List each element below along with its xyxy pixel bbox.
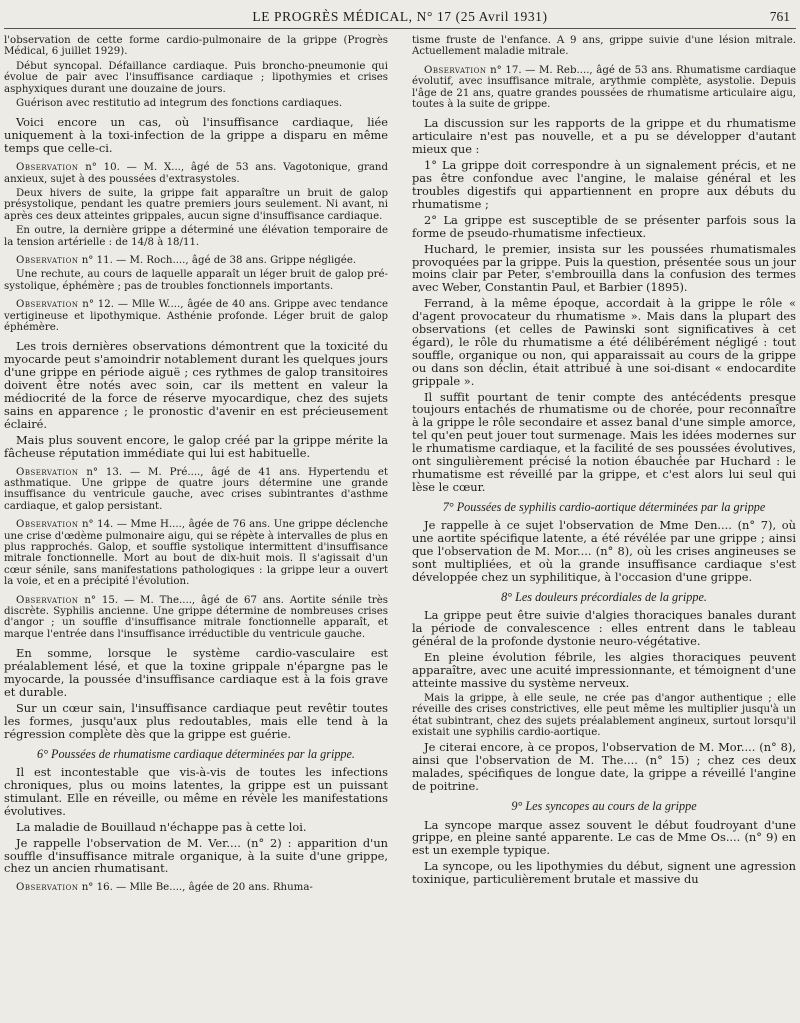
right-column: [412, 35, 796, 897]
observation-label: Observation: [16, 594, 79, 606]
observation-10: [4, 162, 388, 185]
section-heading-9: 9° Les syncopes au cours de la grippe: [511, 799, 697, 814]
paragraph: En outre, la dernière grippe a déterminé une élévation temporaire de la tension artérielle : de 14/8 à 18/11.: [4, 225, 388, 248]
observation-label: Observation: [16, 519, 79, 531]
section-heading-7: 7° Poussées de syphilis cardio-aortique déterminées par la grippe: [442, 499, 766, 514]
left-column: [4, 35, 388, 897]
observation-11: [4, 255, 388, 266]
paragraph: Les trois dernières observations démontrent que la toxicité du myocarde peut s'amoindrir notablement durant les quelques jours d'une grippe en période aiguë ; ces rythmes de galop transitoires doivent être notés avec soin, car ils mettent en valeur la médiocrité de la force de réserve myocardique, chez des sujets sains en apparence ; le pronostic d'avenir en est précieusement éclairé.: [4, 339, 388, 431]
paragraph: En pleine évolution fébrile, les algies thoraciques peuvent apparaître, avec une acuité impressionnante, et témoignent d'une atteinte massive du système nerveux.: [412, 650, 796, 690]
section-heading-8: 8° Les douleurs précordiales de la grippe.: [501, 589, 707, 604]
paragraph: Il suffit pourtant de tenir compte des antécédents presque toujours entachés de rhumatisme ou de chorée, pour reconnaître à la grippe le rôle secondaire et assez banal d'une simple amorce, tel qu'en peut jouer tout surmenage. Mais les idées modernes sur le rhumatisme cardiaque, et la facilité de ses poussées évolutives, ont singulièrement précisé la notion ébauchée par Huchard : le rhumatisme est réveillé par la grippe, et c'est alors lui seul qui lèse le cœur.: [412, 389, 796, 494]
text-columns: [4, 35, 796, 897]
paragraph: Huchard, le premier, insista sur les poussées rhumatismales provoquées par la grippe. Puis la question, présentée sous un jour moins clair par Peter, s'embrouilla dans la confusion des termes avec Weber, Constantin Paul, et Barbier (1895).: [412, 241, 796, 295]
section-heading-6: 6° Poussées de rhumatisme cardiaque déterminées par la grippe.: [37, 746, 355, 761]
observation-label: Observation: [16, 299, 79, 311]
paragraph: 1° La grippe doit correspondre à un signalement précis, et ne pas être confondue avec l'angine, le malaise général et les troubles digestifs qui appartiennent en propre aux débuts du rhumatisme ;: [412, 158, 796, 211]
observation-label: Observation: [16, 882, 79, 894]
observation-label: Observation: [16, 466, 79, 478]
paragraph: Mais plus souvent encore, le galop créé par la grippe mérite la fâcheuse réputation immédiate qui lui est habituelle.: [4, 432, 388, 460]
observation-label: Observation: [16, 162, 79, 174]
paragraph: Deux hivers de suite, la grippe fait apparaître un bruit de galop présystolique, pendant les quatre premiers jours seulement. Ni avant, ni après ces deux atteintes grippales, aucun signe d'insuffisance cardiaque.: [4, 187, 388, 222]
observation-12: [4, 299, 388, 333]
paragraph: 2° La grippe est susceptible de se présenter parfois sous la forme de pseudo-rhumatisme infectieux.: [412, 212, 796, 240]
paragraph: Je rappelle à ce sujet l'observation de Mme Den.... (n° 7), où une aortite spécifique latente, a été révélée par une grippe ; ainsi que l'observation de M. Mor.... (n° 8), où les crises angineuses se sont multipliées, et où la grande insuffisance cardiaque s'est développée chez un syphilitique, à l'occasion d'une grippe.: [412, 518, 796, 584]
paragraph: En somme, lorsque le système cardio-vasculaire est préalablement lésé, et que la toxine grippale n'épargne pas le myocarde, la poussée d'insuffisance cardiaque est à la fois grave et durable.: [4, 646, 388, 699]
observation-text: n° 16. — Mlle Be...., âgée de 20 ans. Rhuma-: [78, 882, 313, 894]
paragraph: La maladie de Bouillaud n'échappe pas à cette loi.: [16, 819, 307, 834]
paragraph: tisme fruste de l'enfance. A 9 ans, grippe suivie d'une lésion mitrale. Actuellement maladie mitrale.: [412, 35, 796, 58]
paragraph: l'observation de cette forme cardio-pulmonaire de la grippe (Progrès Médical, 6 juillet 1929).: [4, 35, 388, 58]
observation-13: [4, 467, 388, 513]
paragraph: Je citerai encore, à ce propos, l'observation de M. Mor.... (n° 8), ainsi que l'observation de M. The.... (n° 15) ; chez ces deux malades, spécifiques de longue date, la grippe a réveillé l'angine de poitrine.: [412, 740, 796, 794]
paragraph: Guérison avec restitutio ad integrum des fonctions cardiaques.: [16, 98, 343, 110]
observation-text: n° 12. — Mlle W...., âgée de 40 ans. Grippe avec tendance vertigineuse et lipothymique. Asthénie profonde. Léger bruit de galop éphémère.: [4, 299, 388, 334]
paragraph: Voici encore un cas, où l'insuffisance cardiaque, liée uniquement à la toxi-infection de la grippe a disparu en même temps que celle-ci.: [4, 115, 388, 156]
observation-label: Observation: [424, 64, 487, 76]
journal-title: LE PROGRÈS MÉDICAL, N° 17 (25 Avril 1931): [252, 9, 548, 24]
paragraph: Ferrand, à la même époque, accordait à la grippe le rôle « d'agent provocateur du rhumatisme ». Mais dans la plupart des observations (et celles de Pawinski sont significatives à cet égard), le rôle du rhumatisme a été délibérément négligé : tout souffle, organique ou non, qui apparaissait au cours de la grippe ou dans son déclin, était attribué à une soi-disant « endocardite grippale ».: [412, 296, 796, 388]
observation-text: n° 15. — M. The...., âgé de 67 ans. Aortite sénile très discrète. Syphilis ancienne. Une grippe détermine de nombreuses crises d'angor ; un souffle d'insuffisance mitrale fonctionnelle apparaît, et marque l'entrée dans l'insuffisance irréductible du ventricule gauche.: [4, 594, 388, 640]
observation-text: n° 17. — M. Reb...., âgé de 53 ans. Rhumatisme cardiaque évolutif, avec insuffisance mitrale, arythmie complète, asystolie. Depuis l'âge de 21 ans, quatre grandes poussées de rhumatisme articulaire aigu, toutes à la suite de grippe.: [412, 64, 796, 111]
running-header: [4, 8, 796, 29]
page-number: 761: [769, 9, 790, 24]
paragraph: La grippe peut être suivie d'algies thoraciques banales durant la période de convalescence : elles entrent dans le tableau général de la profonde dystonie neuro-végétative.: [412, 608, 796, 649]
paragraph: La syncope marque assez souvent le début foudroyant d'une grippe, en pleine santé apparente. Le cas de Mme Os.... (n° 9) en est un exemple typique.: [412, 817, 796, 858]
paragraph: Mais la grippe, à elle seule, ne crée pas d'angor authentique ; elle réveille des crises constrictives, elle peut même les multiplier jusqu'à un état subintrant, chez des sujets préalablement angineux, surtout lorsqu'il existait une syphilis cardio-aortique.: [412, 692, 796, 738]
paragraph: La discussion sur les rapports de la grippe et du rhumatisme articulaire n'est pas nouvelle, et a pu se développer d'autant mieux que :: [412, 116, 796, 157]
observation-text: n° 11. — M. Roch...., âgé de 38 ans. Grippe négligée.: [78, 255, 357, 266]
observation-text: n° 14. — Mme H...., âgée de 76 ans. Une grippe déclenche une crise d'œdème pulmonaire aigu, qui se répète à intervalles de plus en plus rapprochés. Galop, et souffle systolique intermittent d'insuffisance mitrale fonctionnelle. Mort au bout de dix-huit mois. Il s'agissait d'un cœur sénile, sans manifestations pathologiques : la grippe leur a ouvert la voie, et en a précipité l'évolution.: [4, 519, 388, 588]
paragraph: Une rechute, au cours de laquelle apparaît un léger bruit de galop pré-systolique, éphémère ; pas de troubles fonctionnels importants.: [4, 269, 388, 292]
paragraph: Sur un cœur sain, l'insuffisance cardiaque peut revêtir toutes les formes, jusqu'aux plus redoutables, mais elle tend à la régression complète dès que la grippe est guérie.: [4, 700, 388, 741]
observation-text: n° 10. — M. X..., âgé de 53 ans. Vagotonique, grand anxieux, sujet à des poussées d'extrasystoles.: [4, 162, 388, 185]
observation-16: [4, 882, 388, 893]
observation-17: [412, 65, 796, 111]
observation-text: n° 13. — M. Pré...., âgé de 41 ans. Hypertendu et asthmatique. Une grippe de quatre jours détermine une grande insuffisance du ventricule gauche, avec crises subintrantes d'asthme cardiaque, et galop persistant.: [4, 466, 388, 512]
paragraph: Je rappelle l'observation de M. Ver.... (n° 2) : apparition d'un souffle d'insuffisance mitrale organique, à la suite d'une grippe, chez un ancien rhumatisant.: [4, 835, 388, 876]
paragraph: Début syncopal. Défaillance cardiaque. Puis broncho-pneumonie qui évolue de pair avec l'insuffisance cardiaque ; lipothymies et crises asphyxiques durant une douzaine de jours.: [4, 60, 388, 95]
observation-14: [4, 519, 388, 587]
observation-label: Observation: [16, 255, 79, 266]
paragraph: La syncope, ou les lipothymies du début, signent une agression toxinique, particulièrement brutale et massive du: [412, 859, 796, 887]
paragraph: Il est incontestable que vis-à-vis de toutes les infections chroniques, plus ou moins latentes, la grippe est un puissant stimulant. Elle en réveille, ou même en révèle les manifestations évolutives.: [4, 765, 388, 818]
observation-15: [4, 595, 388, 641]
